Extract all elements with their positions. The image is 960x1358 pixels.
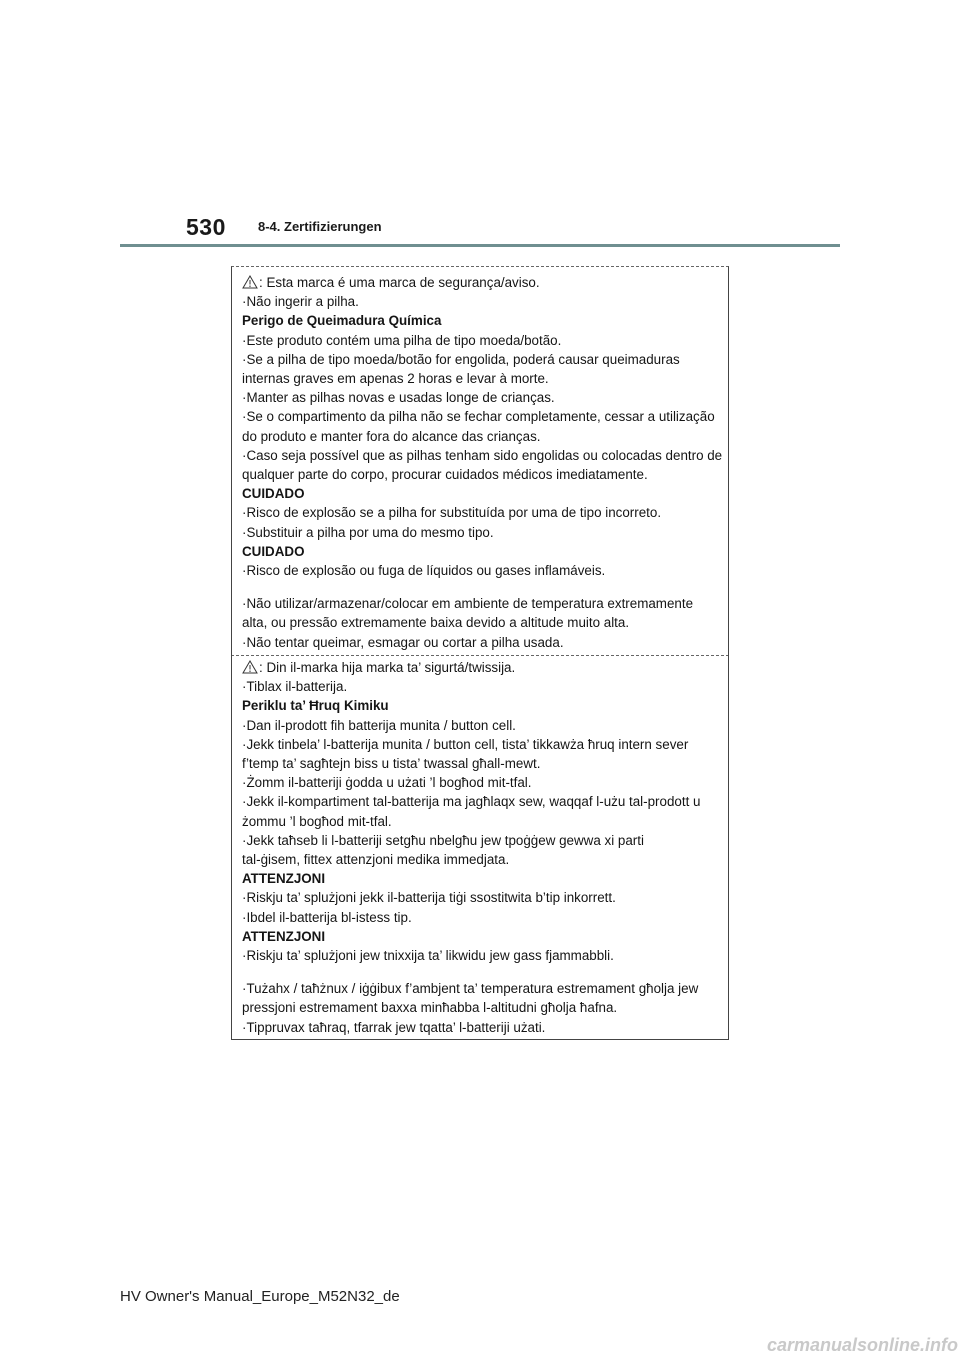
document-footer: HV Owner's Manual_Europe_M52N32_de: [120, 1288, 400, 1305]
text-line: do produto e manter fora do alcance das crianças.: [242, 428, 541, 444]
text-line: internas graves em apenas 2 horas e levar à morte.: [242, 371, 549, 387]
text-line: ·Substituir a pilha por uma do mesmo tipo.: [242, 524, 494, 540]
text-line: ·Não utilizar/armazenar/colocar em ambiente de temperatura extremamente: [242, 596, 694, 612]
paragraph-gap: [242, 965, 728, 979]
warning-mark-line: [242, 658, 728, 677]
text-line: ·Caso seja possível que as pilhas tenham sido engolidas ou colocadas dentro de: [242, 447, 723, 463]
text-line: ·Jekk il-kompartiment tal-batterija ma jagħlaqx sew, waqqaf l-użu tal-prodott u: [242, 794, 701, 810]
text-line: ·Jekk tinbela’ l-batterija munita / button cell, tista’ tikkawża ħruq intern sever: [242, 736, 689, 752]
text-line: ·Riskju ta’ splużjoni jew tnixxija ta’ likwidu jew gass fjammabbli.: [242, 948, 614, 964]
text-line: ·Jekk taħseb li l-batteriji setgħu nbelgħu jew tpoġġew gewwa xi parti: [242, 832, 644, 848]
warning-heading: ATTENZJONI: [242, 928, 326, 944]
warning-triangle-icon: [242, 275, 258, 289]
header-divider: [120, 244, 840, 247]
paragraph-gap: [242, 580, 728, 594]
text-line: qualquer parte do corpo, procurar cuidados médicos imediatamente.: [242, 467, 648, 483]
text-line: ·Não tentar queimar, esmagar ou cortar a pilha usada.: [242, 634, 564, 650]
text-line: ·Este produto contém uma pilha de tipo moeda/botão.: [242, 332, 562, 348]
text-line: ·Tiblax il-batterija.: [242, 679, 348, 695]
warning-mark-line: [242, 273, 728, 292]
text-line: ·Riskju ta’ splużjoni jekk il-batterija tiġi ssostitwita b’tip inkorrett.: [242, 890, 616, 906]
warning-mark-text: : Din il-marka hija marka ta’ sigurtá/twissija.: [259, 660, 516, 675]
warning-heading: Periklu ta’ Ħruq Kimiku: [242, 698, 389, 714]
warning-heading: CUIDADO: [242, 486, 305, 502]
text-line: ·Risco de explosão se a pilha for substituída por uma de tipo incorreto.: [242, 505, 662, 521]
maltese-battery-warning-box: [231, 652, 729, 1040]
portuguese-text-lines: [242, 292, 728, 652]
text-line: ·Se a pilha de tipo moeda/botão for engolida, poderá causar queimaduras: [242, 351, 680, 367]
text-line: ·Ibdel il-batterija bl-istess tip.: [242, 909, 412, 925]
text-line: ·Tippruvax taħraq, tfarrak jew tqatta’ l-batteriji użati.: [242, 1019, 546, 1035]
watermark: carmanualsonline.info: [766, 1335, 958, 1355]
section-title: 8-4. Zertifizierungen: [258, 219, 382, 234]
text-line: f’temp ta’ sagħtejn biss u tista’ twassal għall-mewt.: [242, 756, 541, 772]
portuguese-battery-warning-box: [231, 266, 729, 656]
text-line: alta, ou pressão extremamente baixa devido a altitude muito alta.: [242, 615, 630, 631]
warning-heading: Perigo de Queimadura Química: [242, 313, 442, 329]
warning-heading: ATTENZJONI: [242, 871, 326, 887]
warning-triangle-icon: [242, 660, 258, 674]
page-number: 530: [186, 214, 226, 240]
text-line: pressjoni estremament baxxa minħabba l-altitudni għolja ħafna.: [242, 1000, 618, 1016]
text-line: ·Se o compartimento da pilha não se fechar completamente, cessar a utilização: [242, 409, 715, 425]
text-line: ·Żomm il-batteriji ġodda u użati ’l bogħod mit-tfal.: [242, 775, 532, 791]
warning-heading: CUIDADO: [242, 543, 305, 559]
text-line: tal-ġisem, fittex attenzjoni medika immedjata.: [242, 852, 510, 868]
maltese-text-lines: [242, 677, 728, 1037]
text-line: ·Manter as pilhas novas e usadas longe de crianças.: [242, 390, 555, 406]
warning-mark-text: : Esta marca é uma marca de segurança/aviso.: [259, 275, 540, 290]
text-line: żommu ’l bogħod mit-tfal.: [242, 813, 392, 829]
text-line: ·Não ingerir a pilha.: [242, 294, 359, 310]
text-line: ·Risco de explosão ou fuga de líquidos ou gases inflamáveis.: [242, 563, 606, 579]
text-line: ·Dan il-prodott fih batterija munita / button cell.: [242, 717, 516, 733]
text-line: ·Tużahx / taħżnux / iġġibux f’ambjent ta’ temperatura estremament għolja jew: [242, 981, 699, 997]
